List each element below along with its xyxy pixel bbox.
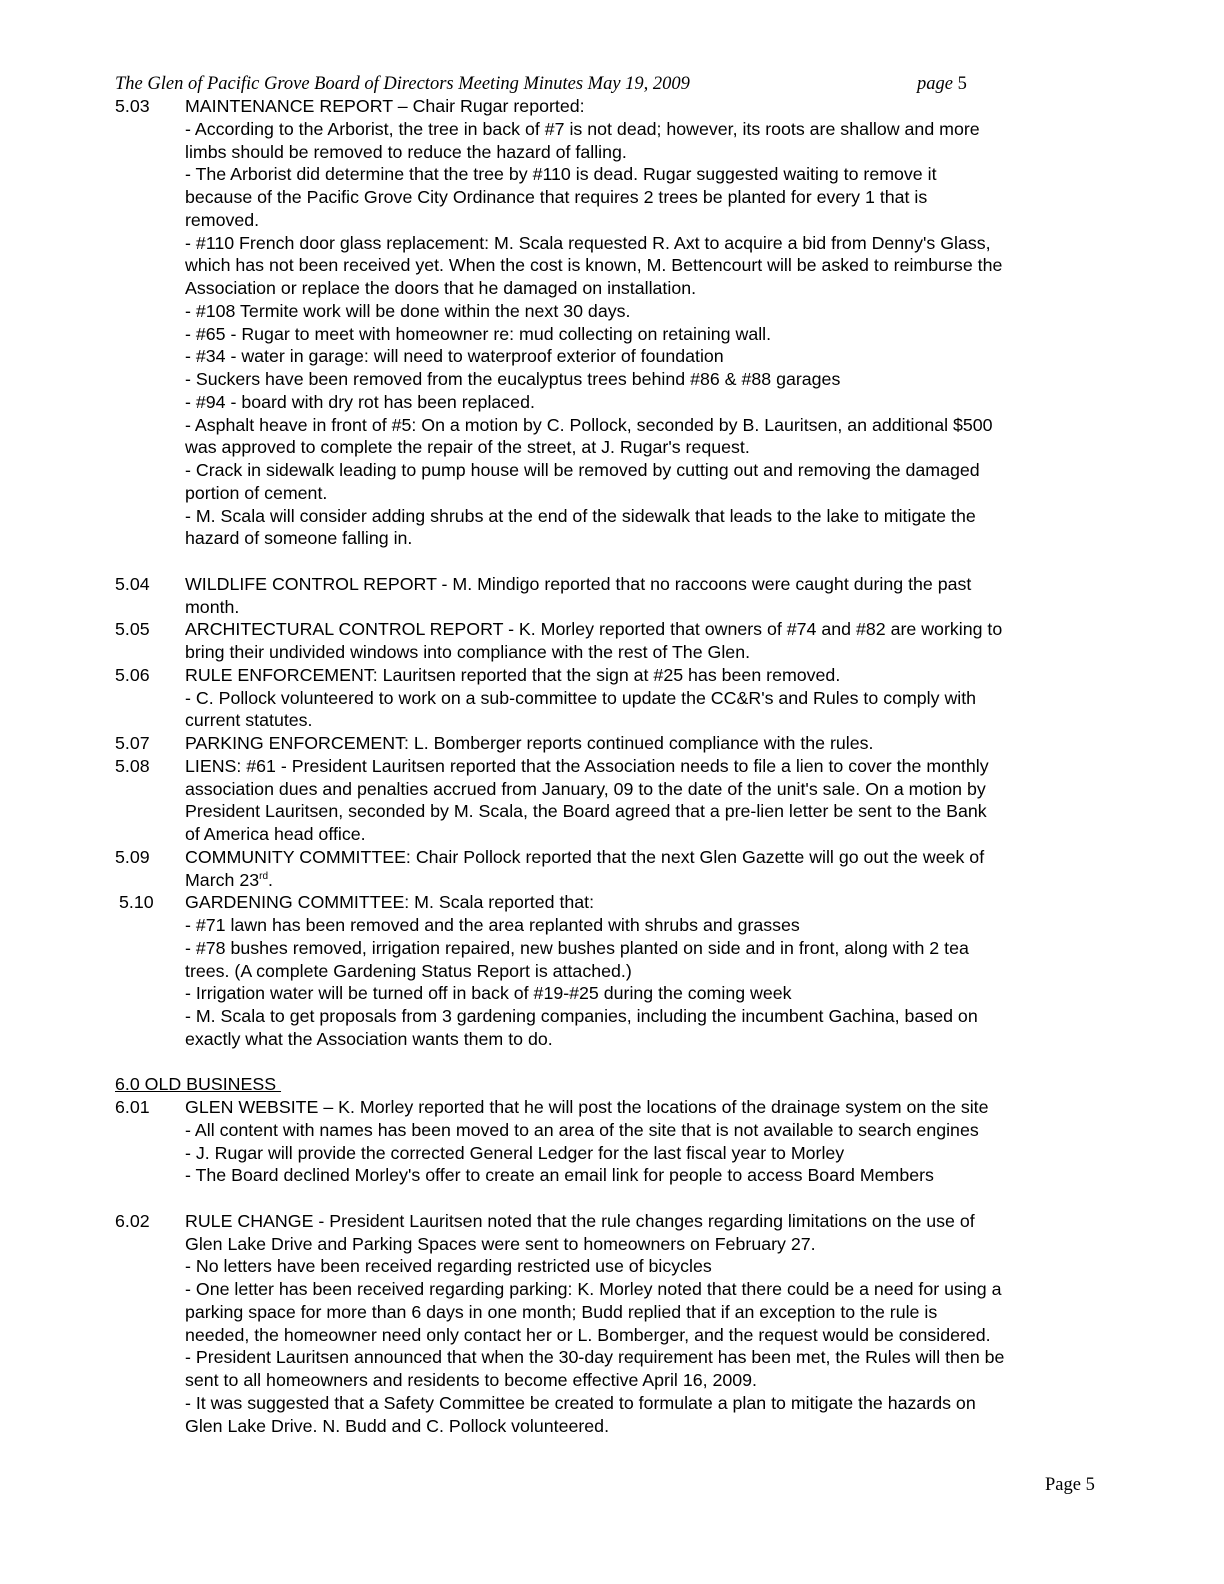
minutes-body xyxy=(115,95,1115,1437)
bullet: - #110 French door glass replacement: M. Scala requested R. Axt to acquire a bid from Denny's Glass, which has not been received yet. When the cost is known, M. Bettencourt will be asked to reimburse the Association or replace the doors that he damaged on installation. xyxy=(185,232,1003,298)
item-5-09: 5.09 COMMUNITY COMMITTEE: Chair Pollock reported that the next Glen Gazette will go out the week of March 23rd. xyxy=(115,846,985,890)
item-number: 5.03 xyxy=(115,96,150,116)
item-5-04: 5.04 WILDLIFE CONTROL REPORT - M. Mindigo reported that no raccoons were caught during the past month. xyxy=(115,573,972,617)
page-footer: Page 5 xyxy=(1045,1475,1095,1495)
bullet: - M. Scala will consider adding shrubs at the end of the sidewalk that leads to the lake to mitigate the hazard of someone falling in. xyxy=(185,505,976,549)
section-heading-old-business: 6.0 OLD BUSINESS xyxy=(115,1074,282,1095)
item-title: GLEN WEBSITE – K. Morley reported that he will post the locations of the drainage system on the site xyxy=(185,1097,989,1117)
item-number: 5.05 xyxy=(115,619,150,640)
page-header xyxy=(115,72,1115,96)
bullet: - According to the Arborist, the tree in back of #7 is not dead; however, its roots are shallow and more limbs should be removed to reduce the hazard of falling. xyxy=(185,118,980,162)
item-number: 5.04 xyxy=(115,573,150,594)
bullet: - The Board declined Morley's offer to create an email link for people to access Board Members xyxy=(185,1165,934,1186)
header-title: The Glen of Pacific Grove Board of Directors Meeting Minutes May 19, 2009 xyxy=(115,74,690,94)
item-number: 5.06 xyxy=(115,664,150,685)
spacer xyxy=(115,550,1115,573)
bullet: - Suckers have been removed from the eucalyptus trees behind #86 & #88 garages xyxy=(185,369,841,389)
bullet: - #65 - Rugar to meet with homeowner re: mud collecting on retaining wall. xyxy=(185,323,772,344)
spacer xyxy=(115,1187,1115,1210)
item-6-02: 6.02 RULE CHANGE - President Lauritsen noted that the rule changes regarding limitations on the use of Glen Lake Drive and Parking Spaces were sent to homeowners on February 27. - No letters have been received regarding restricted use of bicycles - One letter has been received regarding parking: K. Morley noted that there could be a need for using a parking space for more than 6 days in one month; Budd replied that if an exception to the rule is needed, the homeowner need only contact her or L. Bomberger, and the request would be considered. - President Lauritsen announced that when the 30-day requirement has been met, the Rules will then be sent to all homeowners and residents to become effective April 16, 2009. - It was suggested that a Safety Committee be created to formulate a plan to mitigate the hazards on Glen Lake Drive. N. Budd and C. Pollock volunteered. xyxy=(115,1210,1005,1436)
bullet: - #94 - board with dry rot has been replaced. xyxy=(185,391,535,412)
item-title: MAINTENANCE REPORT – Chair Rugar reported: xyxy=(185,96,585,116)
item-5-07: 5.07 PARKING ENFORCEMENT: L. Bomberger reports continued compliance with the rules. xyxy=(115,733,874,753)
item-5-08: 5.08 LIENS: #61 - President Lauritsen reported that the Association needs to file a lien to cover the monthly association dues and penalties accrued from January, 09 to the date of the unit's sale. On a motion by President Lauritsen, seconded by M. Scala, the Board agreed that a pre-lien letter be sent to the Bank of America head office. xyxy=(115,755,989,844)
bullet: - #34 - water in garage: will need to waterproof exterior of foundation xyxy=(185,346,724,367)
bullet: - Asphalt heave in front of #5: On a motion by C. Pollock, seconded by B. Lauritsen, an additional $500 was approved to complete the repair of the street, at J. Rugar's request. xyxy=(185,414,993,458)
bullet: - Crack in sidewalk leading to pump house will be removed by cutting out and removing the damaged portion of cement. xyxy=(185,460,980,503)
item-number: 5.09 xyxy=(115,846,150,867)
item-6-01 xyxy=(115,1096,1115,1119)
bullet: - #108 Termite work will be done within the next 30 days. xyxy=(185,300,631,321)
maintenance-bullets xyxy=(185,118,1115,550)
bullet: - All content with names has been moved to an area of the site that is not available to search engines xyxy=(185,1119,979,1140)
bullet: - J. Rugar will provide the corrected General Ledger for the last fiscal year to Morley xyxy=(185,1142,845,1163)
item-number: 6.01 xyxy=(115,1097,150,1117)
item-number: 5.10 xyxy=(119,892,154,913)
header-page-label: page 5 xyxy=(917,74,967,94)
item-number: 5.08 xyxy=(115,755,150,776)
website-bullets xyxy=(185,1119,1115,1187)
item-5-03 xyxy=(115,95,1115,118)
item-number: 5.07 xyxy=(115,733,150,753)
item-5-05: 5.05 ARCHITECTURAL CONTROL REPORT - K. Morley reported that owners of #74 and #82 are working to bring their undivided windows into compliance with the rest of The Glen. xyxy=(115,619,1003,662)
spacer xyxy=(115,1051,1115,1074)
item-5-06: 5.06 RULE ENFORCEMENT: Lauritsen reported that the sign at #25 has been removed. - C. Pollock volunteered to work on a sub-committee to update the CC&R's and Rules to comply with current statutes. xyxy=(115,664,977,731)
bullet: - The Arborist did determine that the tree by #110 is dead. Rugar suggested waiting to remove it because of the Pacific Grove City Ordinance that requires 2 trees be planted for every 1 that is removed. xyxy=(185,164,937,230)
item-5-10: 5.10 GARDENING COMMITTEE: M. Scala reported that: - #71 lawn has been removed and the area replanted with shrubs and grasses - #78 bushes removed, irrigation repaired, new bushes planted on side and in front, along with 2 tea trees. (A complete Gardening Status Report is attached.) - Irrigation water will be turned off in back of #19-#25 during the coming week - M. Scala to get proposals from 3 gardening companies, including the incumbent Gachina, based on exactly what the Association wants them to do. xyxy=(115,891,1115,1050)
item-number: 6.02 xyxy=(115,1210,150,1231)
